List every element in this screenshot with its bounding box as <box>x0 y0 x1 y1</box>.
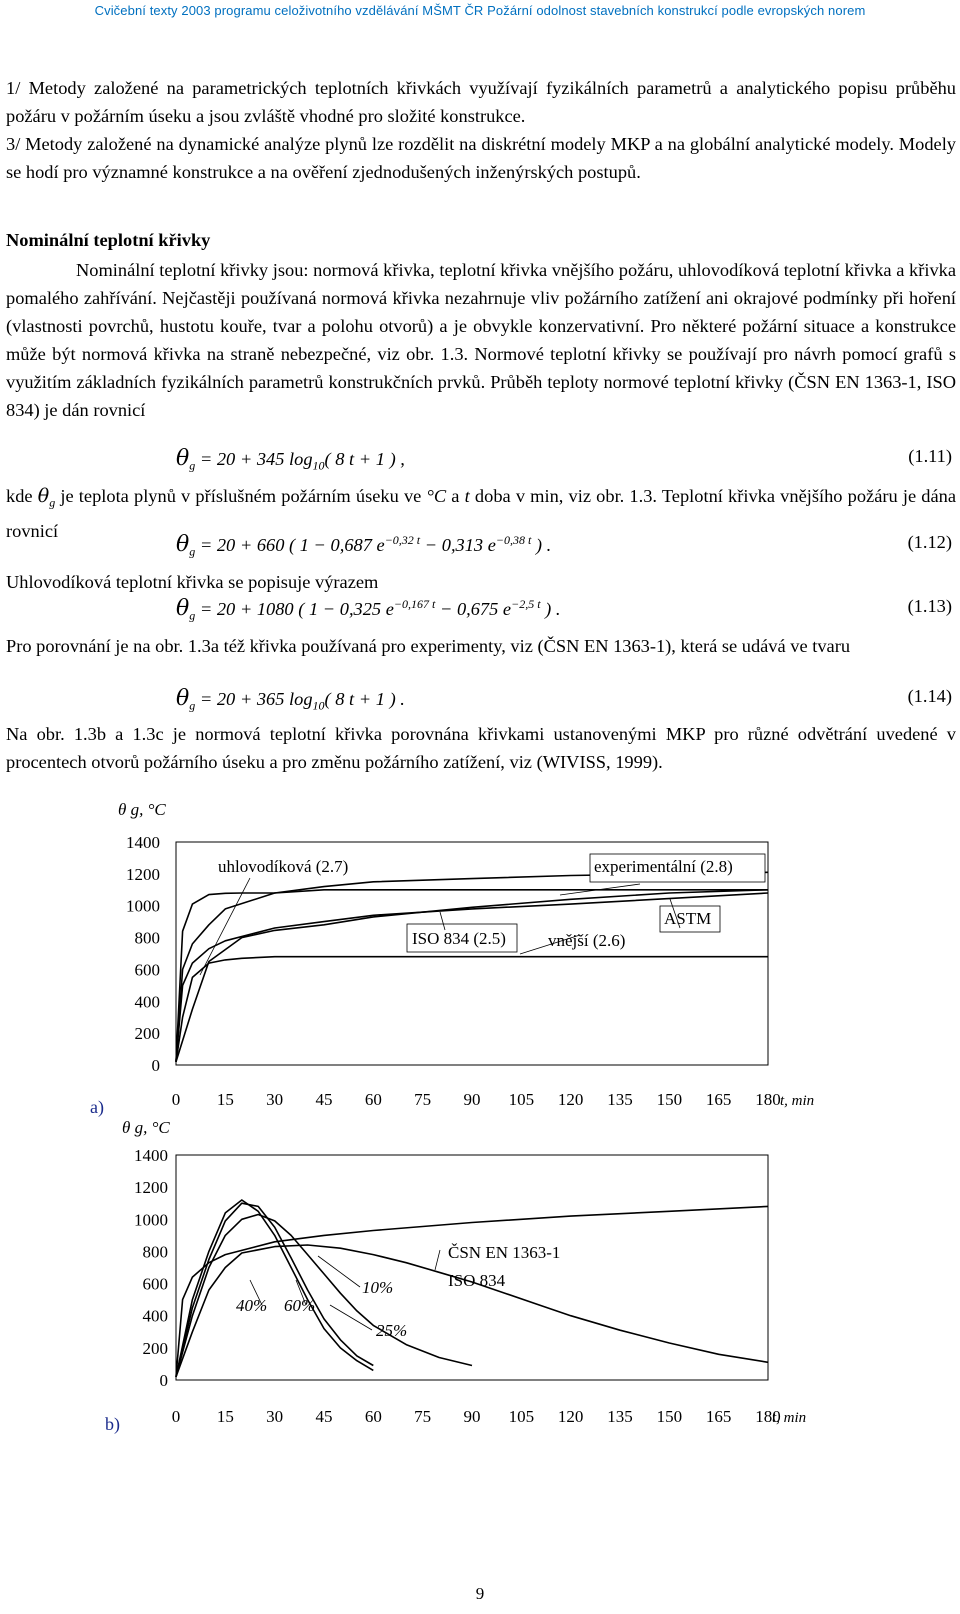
x-tick-label: 120 <box>557 1090 584 1109</box>
y-tick-label: 1400 <box>134 1146 168 1165</box>
chart-panel-a <box>90 800 814 1118</box>
x-tick-label: 180 <box>755 1090 781 1109</box>
x-tick-label: 15 <box>216 1090 234 1109</box>
eq-part: − 0,313 e <box>420 535 496 555</box>
y-tick-label: 1000 <box>134 1210 168 1230</box>
y-tick-label: 200 <box>134 1024 160 1044</box>
x-tick-label: 165 <box>705 1090 732 1109</box>
panel-label: b) <box>105 1414 120 1434</box>
eq-part: ( 8 t + 1 ) , <box>324 449 405 469</box>
x-tick-label: 105 <box>508 1090 535 1109</box>
eq-subscript: g <box>189 458 196 473</box>
eq-subscript: g <box>189 608 196 623</box>
eq-superscript: −0,32 t <box>384 532 421 547</box>
equation-number: (1.14) <box>907 686 952 706</box>
x-axis-label: t, min <box>772 1410 807 1426</box>
x-tick-label: 180 <box>755 1407 781 1426</box>
y-tick-label: 1400 <box>126 833 160 852</box>
y-tick-label: 0 <box>151 1056 160 1075</box>
panel-label: a) <box>90 1097 104 1117</box>
equation-1-12 <box>6 532 956 564</box>
y-tick-label: 400 <box>142 1306 168 1326</box>
y-tick-label: 1200 <box>126 864 160 884</box>
eq-superscript: −0,38 t <box>495 532 532 547</box>
x-tick-label: 90 <box>463 1407 481 1426</box>
y-tick-label: 0 <box>159 1371 168 1390</box>
y-tick-label: 800 <box>134 928 160 948</box>
series-label: vnější (2.6) <box>548 931 626 950</box>
section-heading: Nominální teplotní křivky <box>6 230 211 250</box>
x-tick-label: 75 <box>414 1407 432 1426</box>
x-tick-label: 0 <box>171 1090 181 1109</box>
text-run: t <box>464 486 470 506</box>
x-tick-label: 135 <box>607 1090 633 1109</box>
text-run: je teplota plynů v příslušném požárním úseku ve <box>60 486 422 506</box>
equation-number: (1.11) <box>908 446 952 466</box>
equation-number: (1.12) <box>907 532 952 552</box>
series-label: 10% <box>362 1278 394 1297</box>
eq-part: = 20 + 1080 ( 1 − 0,325 e <box>195 599 394 619</box>
eq-subscript: g <box>189 544 196 559</box>
page-header: Cvičební texty 2003 programu celoživotního vzdělávání MŠMT ČR Požární odolnost stavebních konstrukcí podle evropských norem <box>94 3 866 18</box>
y-tick-label: 400 <box>134 992 160 1012</box>
x-tick-label: 90 <box>463 1090 481 1109</box>
x-tick-label: 0 <box>171 1407 181 1426</box>
eq-subscript: 10 <box>312 698 325 713</box>
x-tick-label: 75 <box>414 1090 432 1109</box>
paragraph-6: Pro porovnání je na obr. 1.3a též křivka používaná pro experimenty, viz (ČSN EN 1363-1), která se udává ve tvaru <box>6 636 851 656</box>
y-axis-label: θ g, °C <box>122 1118 170 1137</box>
text-run: a <box>451 486 460 506</box>
leader-line <box>435 1250 440 1270</box>
eq-subscript: g <box>49 495 56 510</box>
x-tick-label: 60 <box>364 1090 382 1109</box>
series-line <box>176 1206 768 1376</box>
eq-part: ) . <box>531 535 552 555</box>
y-tick-label: 800 <box>142 1242 168 1262</box>
x-tick-label: 105 <box>508 1407 535 1426</box>
series-line <box>176 1215 472 1377</box>
eq-part: = 20 + 660 ( 1 − 0,687 e <box>195 535 385 555</box>
y-tick-label: 600 <box>134 960 160 980</box>
series-label: experimentální (2.8) <box>594 857 733 876</box>
eq-part: − 0,675 e <box>435 599 512 619</box>
y-tick-label: 1200 <box>134 1178 168 1198</box>
series-label: 25% <box>376 1321 408 1340</box>
x-tick-label: 15 <box>216 1407 234 1426</box>
x-tick-label: 45 <box>315 1090 333 1109</box>
theta-symbol: θ <box>176 596 190 621</box>
series-label: ISO 834 (2.5) <box>412 929 506 948</box>
x-axis-label: t, min <box>780 1093 815 1109</box>
eq-subscript: 10 <box>312 458 325 473</box>
paragraph-2: 3/ Metody založené na dynamické analýze plynů lze rozdělit na diskrétní modely MKP a na globální analytické modely. Modely se hodí pro významné konstrukce a na ověření zjednodušených inženýrských postupů. <box>6 134 956 182</box>
paragraph-5: Uhlovodíková teplotní křivka se popisuje výrazem <box>6 572 379 592</box>
text-run: °C <box>426 486 447 506</box>
series-label: 40% <box>236 1296 268 1315</box>
x-tick-label: 120 <box>557 1407 584 1426</box>
series-label: uhlovodíková (2.7) <box>218 857 349 876</box>
figure-1-3 <box>0 800 960 1560</box>
equation-1-11 <box>6 446 956 478</box>
series-label: ISO 834 <box>448 1271 506 1290</box>
theta-symbol: θ <box>176 532 190 557</box>
eq-part: ( 8 t + 1 ) . <box>324 689 405 709</box>
x-tick-label: 30 <box>266 1090 284 1109</box>
page-number: 9 <box>475 1584 485 1603</box>
series-line <box>176 872 768 1062</box>
eq-superscript: −0,167 t <box>393 596 436 611</box>
eq-part: ) . <box>540 599 561 619</box>
chart-panel-b <box>105 1118 806 1435</box>
eq-part: = 20 + 365 log <box>195 689 313 709</box>
y-axis-label: θ g, °C <box>118 800 166 819</box>
theta-symbol: θ <box>37 485 50 507</box>
theta-symbol: θ <box>176 686 190 711</box>
equation-number: (1.13) <box>907 596 952 616</box>
series-line <box>176 957 768 1062</box>
paragraph-1: 1/ Metody založené na parametrických teplotních křivkách využívají fyzikálních parametrů a analytického popisu průběhu požáru v požárním úseku a jsou zvláště vhodné pro složité konstrukce. <box>6 78 956 126</box>
paragraph-3: Nominální teplotní křivky jsou: normová křivka, teplotní křivka vnějšího požáru, uhlovodíková teplotní křivka a křivka pomalého zahřívání. Nejčastěji používaná normová křivka nezahrnuje vliv požárního zatížení ani okrajové podmínky při hoření (vlastnosti povrchů, hustotu kouře, tvar a polohu otvorů) a je obvykle konzervativní. Pro některé požární situace a konstrukce může být normová křivka na straně nebezpečné, viz obr. 1.3. Normové teplotní křivky se používají pro návrh pomocí grafů s využitím základních fyzikálních parametrů konstrukčních prvků. Průběh teploty normové teplotní křivky (ČSN EN 1363-1, ISO 834) je dán rovnicí <box>6 260 956 420</box>
series-label: ČSN EN 1363-1 <box>448 1243 561 1262</box>
paragraph-7: Na obr. 1.3b a 1.3c je normová teplotní křivka porovnána křivkami ustanovenými MKP pro různé odvětrání uvedené v procentech otvorů požárního úseku a pro změnu požárního zatížení, viz (WIVISS, 1999). <box>6 724 956 772</box>
text-run: doba v min, viz obr. 1.3. Teplotní křivka vnějšího požáru je dána rovnicí <box>6 486 956 541</box>
plot-frame <box>176 1155 768 1380</box>
x-tick-label: 60 <box>364 1407 382 1426</box>
equation-1-13 <box>6 596 956 628</box>
y-tick-label: 600 <box>142 1274 168 1294</box>
eq-subscript: g <box>189 698 196 713</box>
y-tick-label: 1000 <box>126 896 160 916</box>
y-tick-label: 200 <box>142 1338 168 1358</box>
theta-symbol: θ <box>176 446 190 471</box>
eq-part: = 20 + 345 log <box>195 449 313 469</box>
x-tick-label: 30 <box>266 1407 284 1426</box>
leader-line <box>318 1256 360 1287</box>
x-tick-label: 150 <box>656 1090 683 1109</box>
text-run: kde <box>6 486 33 506</box>
series-label: 60% <box>284 1296 316 1315</box>
x-tick-label: 135 <box>607 1407 633 1426</box>
x-tick-label: 150 <box>656 1407 683 1426</box>
x-tick-label: 165 <box>705 1407 732 1426</box>
eq-superscript: −2,5 t <box>511 596 541 611</box>
equation-1-14 <box>6 686 956 718</box>
leader-line <box>330 1305 372 1330</box>
series-label: ASTM <box>664 909 712 928</box>
x-tick-label: 45 <box>315 1407 333 1426</box>
